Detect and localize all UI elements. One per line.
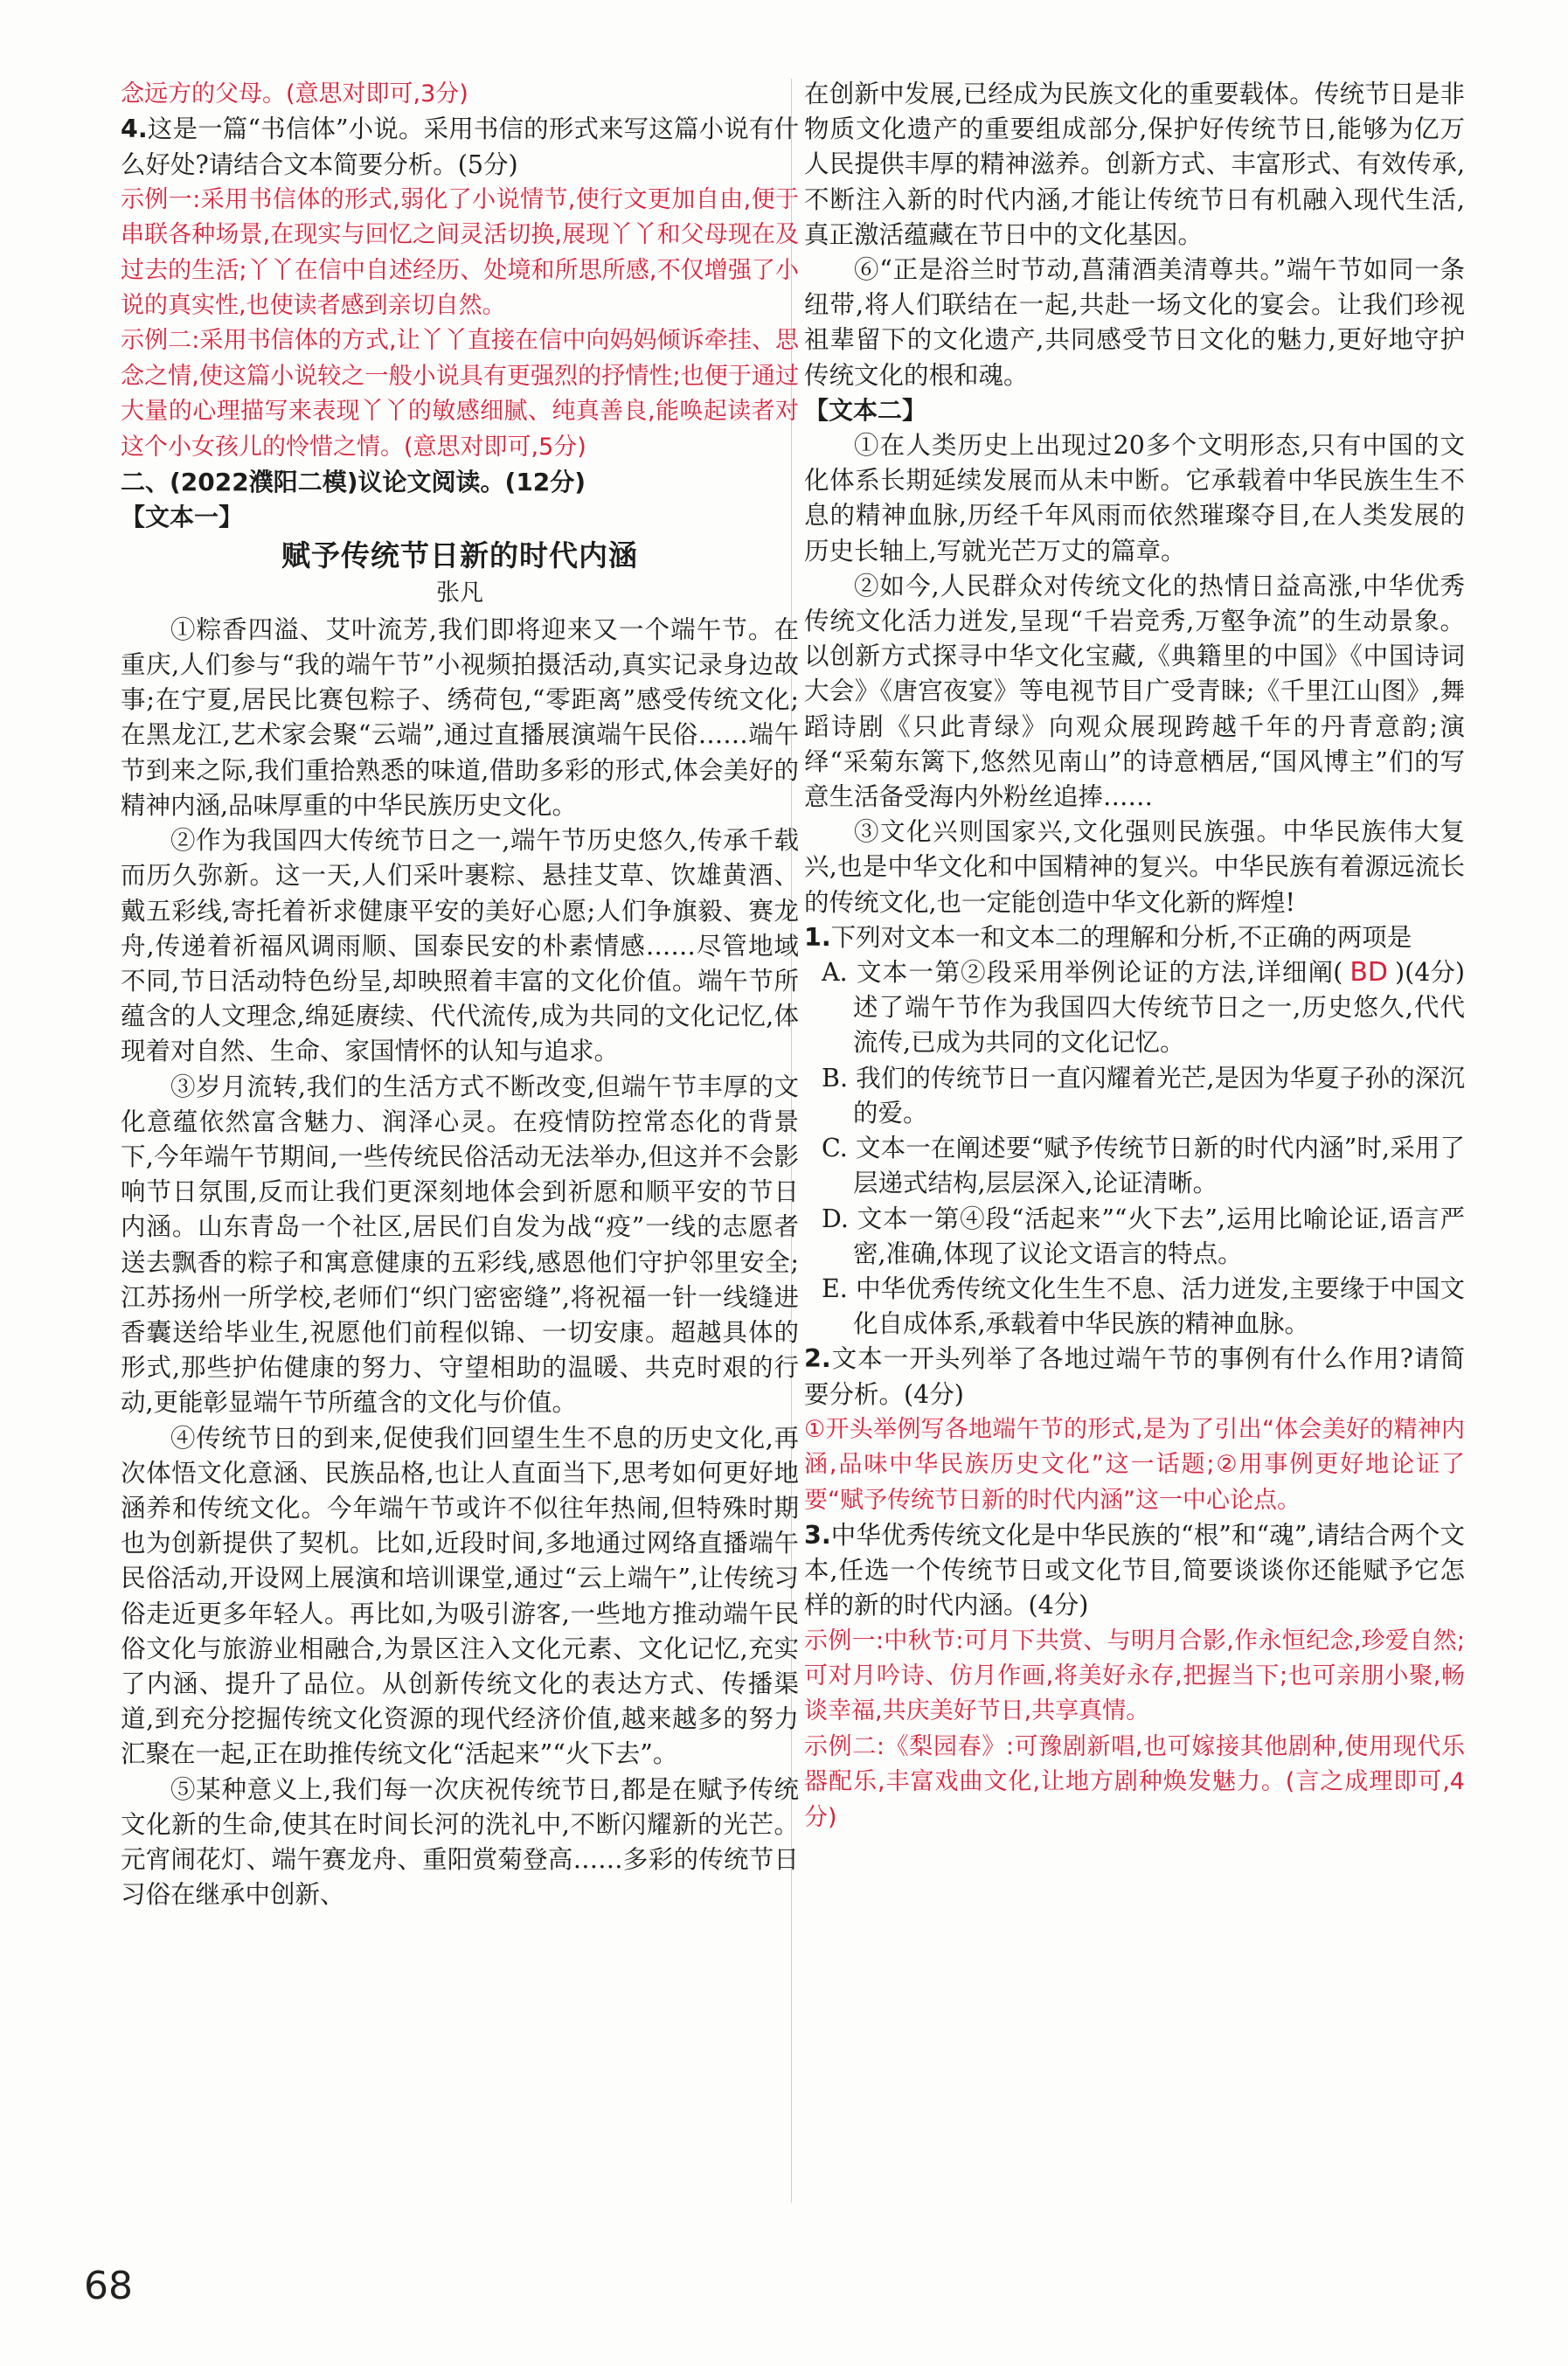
section-heading [121, 465, 799, 500]
q2-answer: ①开头举例写各地端午节的形式,是为了引出“体会美好的精神内涵,品味中华民族历史文化”这一话题;②用事例更好地论证了要“赋予传统节日新的时代内涵”这一中心论点。 [804, 1415, 1465, 1514]
answer-slot [1333, 955, 1465, 990]
paragraph-3: ③岁月流转,我们的生活方式不断改变,但端午节丰厚的文化意蕴依然富含魅力、润泽心灵。在疫情防控常态化的背景下,今年端午节期间,一些传统民俗活动无法举办,但这并不会影响节日氛围,反而让我们更深刻地体会到祈愿和顺平安的节日内涵。山东青岛一个社区,居民们自发为战“疫”一线的志愿者送去飘香的粽子和寓意健康的五彩线,感恩他们守护邻里安全;江苏扬州一所学校,老师们“织门密密缝”,将祝福一针一线缝进香囊送给毕业生,祝愿他们前程似锦、一切安康。超越具体的形式,那些护佑健康的努力、守望相助的温暖、共克时艰的行动,更能彰显端午节所蕴含的文化与价值。 [121, 1072, 799, 1418]
right-column [804, 77, 1465, 1835]
question-number: 4. [121, 114, 148, 144]
question-text: 中华优秀传统文化是中华民族的“根”和“魂”,请结合两个文本,任选一个传统节日或文化节目,简要谈谈你还能赋予它怎样的新的时代内涵。(4分) [804, 1520, 1465, 1620]
text2-paragraph-2: ②如今,人民群众对传统文化的热情日益高涨,中华优秀传统文化活力迸发,呈现“千岩竞秀,万壑争流”的生动景象。以创新方式探寻中华文化宝藏,《典籍里的中国》《中国诗词大会》《唐宫夜宴》等电视节目广受青睐;《千里江山图》,舞蹈诗剧《只此青绿》向观众展现跨越千年的丹青意韵;演绎“采菊东篱下,悠然见南山”的诗意栖居,“国风博主”们的写意生活备受海内外粉丝追捧…… [804, 571, 1465, 812]
option-e: E. 中华优秀传统文化生生不息、活力迸发,主要缘于中国文化自成体系,承载着中华民族的精神血脉。 [822, 1273, 1465, 1339]
paragraph-4: ④传统节日的到来,促使我们回望生生不息的历史文化,再次体悟文化意涵、民族品格,也让人直面当下,思考如何更好地涵养和传统文化。今年端午节或许不似往年热闹,但特殊时期也为创新提供了契机。比如,近段时间,多地通过网络直播端午民俗活动,开设网上展演和培训课堂,通过“云上端午”,让传统习俗走近更多年轻人。再比如,为吸引游客,一些地方推动端午民俗文化与旅游业相融合,为景区注入文化元素、文化记忆,充实了内涵、提升了品位。从创新传统文化的表达方式、传播渠道,到充分挖掘传统文化资源的现代经济价值,越来越多的努力汇聚在一起,正在助推传统文化“活起来”“火下去”。 [121, 1423, 799, 1769]
question-number: 2. [804, 1344, 831, 1374]
q3-answer-tail: 念远方的父母。(意思对即可,3分) [121, 80, 468, 108]
answer-example-2: 示例二:采用书信体的方式,让丫丫直接在信中向妈妈倾诉牵挂、思念之情,使这篇小说较之一般小说具有更强烈的抒情性;也便于通过大量的心理描写来表现丫丫的敏感细腻、纯真善良,能唤起读者对这个小女孩儿的怜惜之情。(意思对即可,5分) [121, 327, 799, 461]
option-c: C. 文本一在阐述要“赋予传统节日新的时代内涵”时,采用了层递式结构,层层深入,论证清晰。 [822, 1134, 1465, 1198]
paragraph-6: ⑥“正是浴兰时节动,菖蒲酒美清尊共。”端午节如同一条纽带,将人们联结在一起,共赴一场文化的宴会。让我们珍视祖辈留下的文化遗产,共同感受节日文化的魅力,更好地守护传统文化的根和魂。 [804, 255, 1465, 390]
section-label: 二、(2022濮阳二模)议论文阅读。(12分) [121, 468, 586, 497]
page-number: 68 [84, 2264, 133, 2308]
text2-paragraph-1: ①在人类历史上出现过20多个文明形态,只有中国的文化体系长期延续发展而从未中断。它承载着中华民族生生不息的精神血脉,历经千年风雨而依然璀璨夺目,在人类发展的历史长轴上,写就光芒万丈的篇章。 [804, 431, 1465, 565]
text2-label: 【文本二】 [804, 395, 927, 425]
option-d: D. 文本一第④段“活起来”“火下去”,运用比喻论证,语言严密,准确,体现了议论文语言的特点。 [822, 1204, 1465, 1268]
paren-open: ( [1333, 958, 1343, 988]
paragraph-2: ②作为我国四大传统节日之一,端午节历史悠久,传承千载而历久弥新。这一天,人们采叶裹粽、悬挂艾草、饮雄黄酒、戴五彩线,寄托着祈求健康平安的美好心愿;人们争旗毅、赛龙舟,传递着祈福风调雨顺、国泰民安的朴素情感……尽管地域不同,节日活动特色纷呈,却映照着丰富的文化价值。端午节所蕴含的人文理念,绵延赓续、代代流传,成为共同的文化记忆,体现着对自然、生命、家国情怀的认知与追求。 [121, 826, 799, 1066]
paragraph-1: ①粽香四溢、艾叶流芳,我们即将迎来又一个端午节。在重庆,人们参与“我的端午节”小视频拍摄活动,真实记录身边故事;在宁夏,居民比赛包粽子、绣荷包,“零距离”感受传统文化;在黑龙江,艺术家会聚“云端”,通过直播展演端午民俗……端午节到来之际,我们重拾熟悉的味道,借助多彩的形式,体会美好的精神内涵,品味厚重的中华民族历史文化。 [121, 614, 799, 820]
q3-answer-example-1: 示例一:中秋节:可月下共赏、与明月合影,作永恒纪念,珍爱自然;可对月吟诗、仿月作画,将美好永存,把握当下;也可亲朋小聚,畅谈幸福,共庆美好节日,共享真情。 [804, 1627, 1465, 1725]
article-author: 张凡 [436, 579, 483, 607]
paren-close: )(4分) [1395, 958, 1465, 988]
q3-answer-example-2: 示例二:《梨园春》:可豫剧新唱,也可嫁接其他剧种,使用现代乐器配乐,丰富戏曲文化,让地方剧种焕发魅力。(言之成理即可,4分) [804, 1732, 1465, 1831]
question-text: 文本一开头列举了各地过端午节的事例有什么作用?请简要分析。(4分) [804, 1344, 1465, 1409]
paragraph-5-continued: 在创新中发展,已经成为民族文化的重要载体。传统节日是非物质文化遗产的重要组成部分,保护好传统节日,能够为亿万人民提供丰厚的精神滋养。创新方式、丰富形式、有效传承,不断注入新的时代内涵,才能让传统节日有机融入现代生活,真正激活蕴藏在节日中的文化基因。 [804, 80, 1465, 249]
option-a: A. 文本一第②段采用举例论证的方法,详细阐述了端午节作为我国四大传统节日之一,历史悠久,代代流传,已成为共同的文化记忆。 [822, 958, 1465, 1058]
text2-paragraph-3: ③文化兴则国家兴,文化强则民族强。中华民族伟大复兴,也是中华文化和中国精神的复兴。中华民族有着源远流长的传统文化,也一定能创造中华文化新的辉煌! [804, 817, 1465, 917]
question-2 [804, 1342, 1465, 1412]
option-b: B. 我们的传统节日一直闪耀着光芒,是因为华夏子孙的深沉的爱。 [822, 1063, 1465, 1127]
text1-label: 【文本一】 [121, 503, 244, 532]
options-list [804, 955, 1465, 1342]
paragraph-5: ⑤某种意义上,我们每一次庆祝传统节日,都是在赋予传统文化新的生命,使其在时间长河的洗礼中,不断闪耀新的光芒。元宵闹花灯、端午赛龙舟、重阳赏菊登高……多彩的传统节日习俗在继承中创新、 [121, 1774, 799, 1910]
left-column [121, 77, 799, 1912]
question-3 [804, 1518, 1465, 1624]
article-title: 赋予传统节日新的时代内涵 [281, 538, 638, 573]
question-number: 3. [804, 1520, 831, 1550]
question-4 [121, 112, 799, 182]
question-text: 这是一篇“书信体”小说。采用书信的形式来写这篇小说有什么好处?请结合文本简要分析。(5分) [121, 114, 799, 179]
question-1 [804, 920, 1465, 989]
question-text: 下列对文本一和文本二的理解和分析,不正确的两项是 [830, 922, 1412, 952]
question-number: 1. [804, 922, 831, 952]
answer-choice: BD [1349, 957, 1388, 989]
answer-example-1: 示例一:采用书信体的形式,弱化了小说情节,使行文更加自由,便于串联各种场景,在现实与回忆之间灵活切换,展现丫丫和父母现在及过去的生活;丫丫在信中自述经历、处境和所思所感,不仅增强了小说的真实性,也使读者感到亲切自然。 [121, 185, 799, 320]
